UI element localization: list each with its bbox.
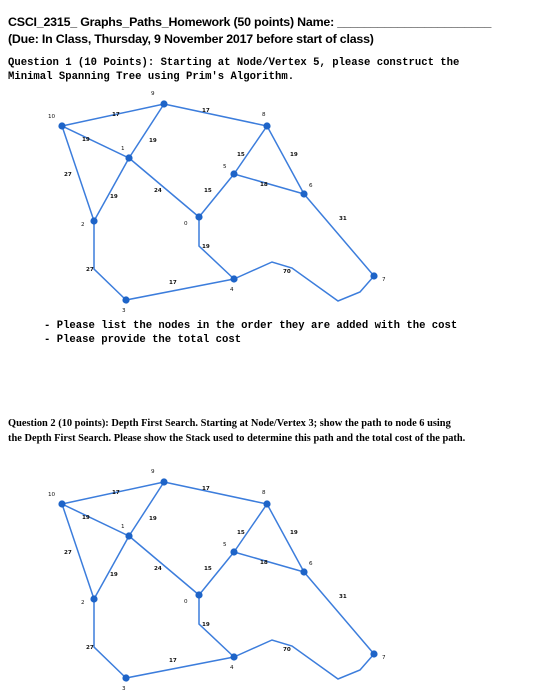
graph-1-edge-weight: 31	[339, 216, 347, 222]
graph-2-edge	[267, 504, 304, 572]
graph-2-node-label: 8	[262, 490, 266, 496]
graph-1-node	[90, 217, 97, 224]
question-1-bullet-1: - Please list the nodes in the order they are added with the cost	[44, 320, 458, 332]
graph-2-edge	[304, 572, 374, 654]
graph-2-edge	[129, 482, 164, 536]
graph-2-node-label: 2	[81, 600, 85, 606]
graph-1-edge	[234, 126, 267, 174]
graph-2-node-label: 7	[382, 655, 386, 661]
graph-1-node	[195, 213, 202, 220]
graph-2-edge-weight: 17	[112, 490, 120, 496]
graph-2-node-label: 5	[223, 542, 227, 548]
graph-2-edge	[126, 657, 234, 678]
graph-1-node	[230, 170, 237, 177]
graph-2-edge	[164, 482, 267, 504]
graph-1-edge-weight: 19	[110, 194, 118, 200]
graph-1-edge-weight: 18	[260, 182, 268, 188]
graph-1-edge-weight: 19	[149, 138, 157, 144]
graph-1-node	[370, 272, 377, 279]
graph-2-node	[58, 500, 65, 507]
graph-1-edge	[129, 104, 164, 158]
graph-1-edge	[94, 158, 129, 221]
graph-2	[48, 464, 394, 694]
graph-2-node	[160, 478, 167, 485]
graph-1-edge	[126, 279, 234, 300]
graph-2-node-label: 4	[230, 665, 234, 671]
question-1-line-2: Minimal Spanning Tree using Prim's Algorithm.	[8, 71, 295, 83]
graph-2-node-label: 10	[48, 492, 56, 498]
graph-1-node-label: 9	[151, 91, 155, 97]
graph-2-edge	[129, 536, 199, 595]
graph-2-node	[195, 591, 202, 598]
graph-2-node	[230, 548, 237, 555]
graph-1-edge-weight: 19	[202, 244, 210, 250]
graph-1-node	[263, 122, 270, 129]
question-1-bullet-2: - Please provide the total cost	[44, 334, 242, 346]
graph-1-edge	[129, 158, 199, 217]
graph-1-svg	[48, 86, 394, 316]
question-1-line-1: Question 1 (10 Points): Starting at Node/Vertex 5, please construct the	[8, 57, 460, 69]
graph-1-node-label: 8	[262, 112, 266, 118]
graph-1-node	[230, 275, 237, 282]
graph-2-node	[230, 653, 237, 660]
graph-1-node-label: 3	[122, 308, 126, 314]
graph-1	[48, 86, 394, 316]
graph-2-edge	[94, 599, 126, 678]
graph-1-edge	[304, 194, 374, 276]
graph-1-edge-weight: 17	[202, 108, 210, 114]
graph-1-edge-weight: 19	[82, 137, 90, 143]
graph-2-node-label: 0	[184, 599, 188, 605]
graph-1-edge-weight: 17	[169, 280, 177, 286]
graph-2-edge-weight: 18	[260, 560, 268, 566]
graph-2-edge-weight: 15	[204, 566, 212, 572]
graph-2-node-label: 6	[309, 561, 313, 567]
graph-1-node	[300, 190, 307, 197]
graph-1-node-label: 10	[48, 114, 56, 120]
graph-1-edge-weight: 15	[204, 188, 212, 194]
graph-2-edge-weight: 17	[169, 658, 177, 664]
header-line-1: CSCI_2315_ Graphs_Paths_Homework (50 points) Name: _______________________	[8, 15, 492, 29]
graph-1-node-label: 6	[309, 183, 313, 189]
graph-1-edge	[94, 221, 126, 300]
graph-1-node-label: 4	[230, 287, 234, 293]
graph-2-edge-weight: 19	[202, 622, 210, 628]
question-2-line-1: Question 2 (10 points): Depth First Search. Starting at Node/Vertex 3; show the path to node 6 using	[8, 418, 451, 429]
graph-2-edge-weight: 19	[110, 572, 118, 578]
graph-2-edge	[199, 552, 234, 595]
graph-2-node	[263, 500, 270, 507]
graph-1-node-label: 0	[184, 221, 188, 227]
question-2-line-2: the Depth First Search. Please show the Stack used to determine this path and the total cost of the path.	[8, 433, 466, 444]
graph-2-edge-weight: 19	[290, 530, 298, 536]
graph-2-edge	[234, 640, 374, 679]
graph-2-edge-weight: 15	[237, 530, 245, 536]
graph-2-edge	[62, 504, 129, 536]
graph-2-edge	[234, 552, 304, 572]
graph-1-node	[58, 122, 65, 129]
graph-2-node-label: 9	[151, 469, 155, 475]
graph-1-edge-weight: 27	[86, 267, 94, 273]
graph-2-edge-weight: 27	[64, 550, 72, 556]
graph-1-node	[125, 154, 132, 161]
graph-1-edge-weight: 19	[290, 152, 298, 158]
graph-2-edge-weight: 19	[149, 516, 157, 522]
graph-1-node-label: 1	[121, 146, 125, 152]
graph-1-edge	[62, 126, 129, 158]
graph-2-node	[300, 568, 307, 575]
graph-2-svg	[48, 464, 394, 694]
graph-1-edge	[199, 174, 234, 217]
graph-2-edge-weight: 70	[283, 647, 291, 653]
graph-2-node	[370, 650, 377, 657]
graph-1-node	[122, 296, 129, 303]
graph-1-edge	[234, 174, 304, 194]
graph-1-edge-weight: 15	[237, 152, 245, 158]
graph-1-edge-weight: 24	[154, 188, 162, 194]
graph-1-node-label: 5	[223, 164, 227, 170]
graph-2-edge-weight: 31	[339, 594, 347, 600]
graph-1-node-label: 7	[382, 277, 386, 283]
graph-2-node	[90, 595, 97, 602]
graph-2-edge-weight: 24	[154, 566, 162, 572]
graph-2-edge-weight: 19	[82, 515, 90, 521]
graph-1-edge	[267, 126, 304, 194]
graph-1-node	[160, 100, 167, 107]
graph-1-edge	[164, 104, 267, 126]
graph-1-edge-weight: 27	[64, 172, 72, 178]
graph-2-edge	[234, 504, 267, 552]
graph-2-node-label: 1	[121, 524, 125, 530]
graph-2-node	[122, 674, 129, 681]
graph-2-edge	[94, 536, 129, 599]
graph-1-node-label: 2	[81, 222, 85, 228]
header-line-2: (Due: In Class, Thursday, 9 November 2017 before start of class)	[8, 32, 374, 46]
graph-1-edge-weight: 70	[283, 269, 291, 275]
graph-2-node-label: 3	[122, 686, 126, 692]
graph-1-edge	[234, 262, 374, 301]
graph-2-node	[125, 532, 132, 539]
graph-1-edge-weight: 17	[112, 112, 120, 118]
graph-2-edge-weight: 17	[202, 486, 210, 492]
graph-2-edge-weight: 27	[86, 645, 94, 651]
